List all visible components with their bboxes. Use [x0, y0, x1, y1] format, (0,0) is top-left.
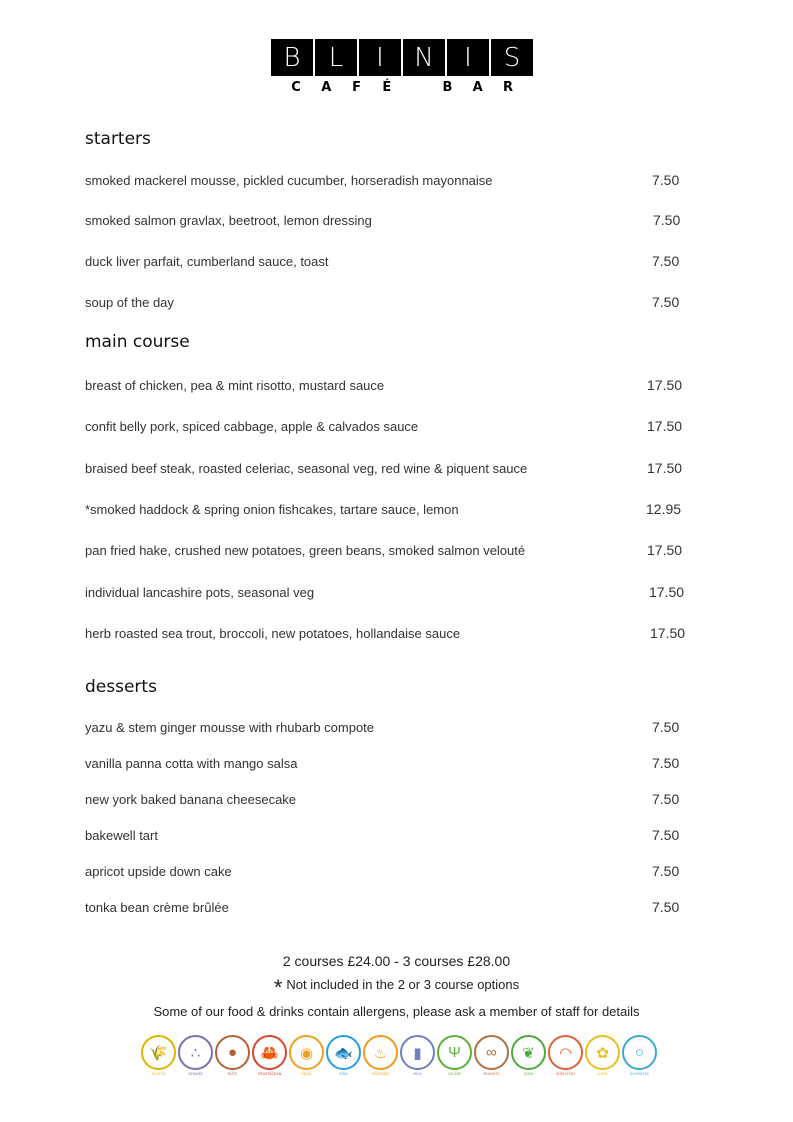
offer-exclusion-note [0, 975, 793, 1001]
logo-letter: I [359, 39, 403, 76]
peanut-icon: ∞ [474, 1035, 509, 1070]
allergen-eggs [291, 1035, 322, 1076]
section-title-main-course: main course [85, 332, 190, 352]
sulphites-icon: ○ [622, 1035, 657, 1070]
menu-item: herb roasted sea trout, broccoli, new potatoes, hollandaise sauce [85, 626, 461, 641]
menu-item: smoked mackerel mousse, pickled cucumber, horseradish mayonnaise [85, 173, 493, 188]
menu-price: 7.50 [652, 791, 680, 807]
course-offer: 2 courses £24.00 - 3 courses £28.00 [282, 953, 511, 969]
shellfish-icon: ◠ [548, 1035, 583, 1070]
menu-price: 12.95 [646, 501, 682, 517]
menu-item: duck liver parfait, cumberland sauce, toast [85, 254, 329, 269]
allergen-gluten [143, 1035, 174, 1076]
section-title-desserts: desserts [85, 677, 157, 697]
logo-letter: B [271, 39, 315, 76]
logo-letter: S [491, 39, 533, 76]
egg-icon: ◉ [289, 1035, 324, 1070]
allergen-label: SOYA [523, 1072, 534, 1076]
allergen-label: NUTS [227, 1072, 238, 1076]
allergen-label: MILK [413, 1072, 422, 1076]
allergen-label: LUPIN [597, 1072, 608, 1076]
fish-icon: 🐟 [326, 1035, 361, 1070]
allergen-crustacean [254, 1035, 285, 1076]
menu-price: 7.50 [652, 294, 680, 310]
menu-item: new york baked banana cheesecake [85, 792, 297, 807]
allergen-label: FISH [339, 1072, 348, 1076]
allergen-milk [402, 1035, 433, 1076]
menu-price: 7.50 [652, 755, 680, 771]
allergen-label: GLUTEN [151, 1072, 166, 1076]
logo-letter: L [315, 39, 359, 76]
allergen-peanuts [476, 1035, 507, 1076]
allergen-shellfish [550, 1035, 581, 1076]
menu-price: 17.50 [650, 625, 686, 641]
logo-sub-letter: C [291, 80, 301, 95]
menu-price: 7.50 [652, 899, 680, 915]
celery-icon: Ψ [437, 1035, 472, 1070]
logo-letter: I [447, 39, 491, 76]
menu-item: braised beef steak, roasted celeriac, seasonal veg, red wine & piquent sauce [85, 461, 528, 476]
allergen-label: SHELLFISH [556, 1072, 575, 1076]
sesame-icon: ∴ [178, 1035, 213, 1070]
allergen-label: CELERY [447, 1072, 462, 1076]
menu-price: 17.50 [647, 460, 683, 476]
allergen-fish [328, 1035, 359, 1076]
logo-sub-letter: A [472, 80, 483, 95]
logo-sub-letter: B [442, 80, 453, 95]
menu-price: 7.50 [652, 719, 680, 735]
logo-letter: N [403, 39, 447, 76]
menu-price: 17.50 [647, 377, 683, 393]
menu-item: tonka bean crème brûlée [85, 900, 229, 915]
allergen-nuts [217, 1035, 248, 1076]
crab-icon: 🦀 [252, 1035, 287, 1070]
allergen-label: SULPHITES [629, 1072, 650, 1076]
allergen-celery [439, 1035, 470, 1076]
menu-item: individual lancashire pots, seasonal veg [85, 585, 315, 600]
logo-letters [271, 39, 533, 76]
menu-item: breast of chicken, pea & mint risotto, mustard sauce [85, 378, 385, 393]
logo-sub-letter [406, 80, 428, 95]
menu-item: soup of the day [85, 295, 174, 310]
blinis-logo [271, 39, 533, 95]
menu-price: 17.50 [649, 584, 685, 600]
logo-sub-letter: É [382, 80, 392, 95]
menu-item: smoked salmon gravlax, beetroot, lemon dressing [85, 213, 372, 228]
menu-price: 17.50 [647, 542, 683, 558]
allergen-label: SESAME [188, 1072, 203, 1076]
exclusion-text: Not included in the 2 or 3 course options [286, 977, 520, 992]
menu-item: confit belly pork, spiced cabbage, apple & calvados sauce [85, 419, 419, 434]
menu-price: 7.50 [652, 253, 680, 269]
nuts-icon: ● [215, 1035, 250, 1070]
mustard-icon: ♨ [363, 1035, 398, 1070]
allergen-notice: Some of our food & drinks contain allergens, please ask a member of staff for details [153, 1004, 640, 1019]
allergen-soya [513, 1035, 544, 1076]
section-title-starters: starters [85, 129, 151, 149]
allergen-sulphites [624, 1035, 655, 1076]
menu-price: 7.50 [652, 863, 680, 879]
menu-item: vanilla panna cotta with mango salsa [85, 756, 298, 771]
allergen-mustard [365, 1035, 396, 1076]
soya-icon: ❦ [511, 1035, 546, 1070]
asterisk: * [273, 975, 283, 1000]
logo-sub-letter: R [502, 80, 513, 95]
menu-item: yazu & stem ginger mousse with rhubarb compote [85, 720, 375, 735]
menu-item: apricot upside down cake [85, 864, 232, 879]
allergen-label: MUSTARD [371, 1072, 390, 1076]
logo-subtitle [271, 80, 533, 95]
allergen-label: PEANUTS [483, 1072, 500, 1076]
allergen-label: EGGS [301, 1072, 312, 1076]
allergen-lupin [587, 1035, 618, 1076]
wheat-icon: 🌾 [141, 1035, 176, 1070]
menu-price: 17.50 [647, 418, 683, 434]
allergen-icons [143, 1035, 655, 1076]
menu-item: bakewell tart [85, 828, 158, 843]
menu-item: pan fried hake, crushed new potatoes, green beans, smoked salmon velouté [85, 543, 526, 558]
logo-sub-letter: F [352, 80, 361, 95]
menu-price: 7.50 [653, 212, 681, 228]
menu-price: 7.50 [652, 172, 680, 188]
allergen-label: CRUSTACEAN [257, 1072, 282, 1076]
menu-item: *smoked haddock & spring onion fishcakes, tartare sauce, lemon [85, 502, 459, 517]
lupin-icon: ✿ [585, 1035, 620, 1070]
logo-sub-letter: A [321, 80, 332, 95]
allergen-sesame [180, 1035, 211, 1076]
milk-icon: ▮ [400, 1035, 435, 1070]
menu-price: 7.50 [652, 827, 680, 843]
